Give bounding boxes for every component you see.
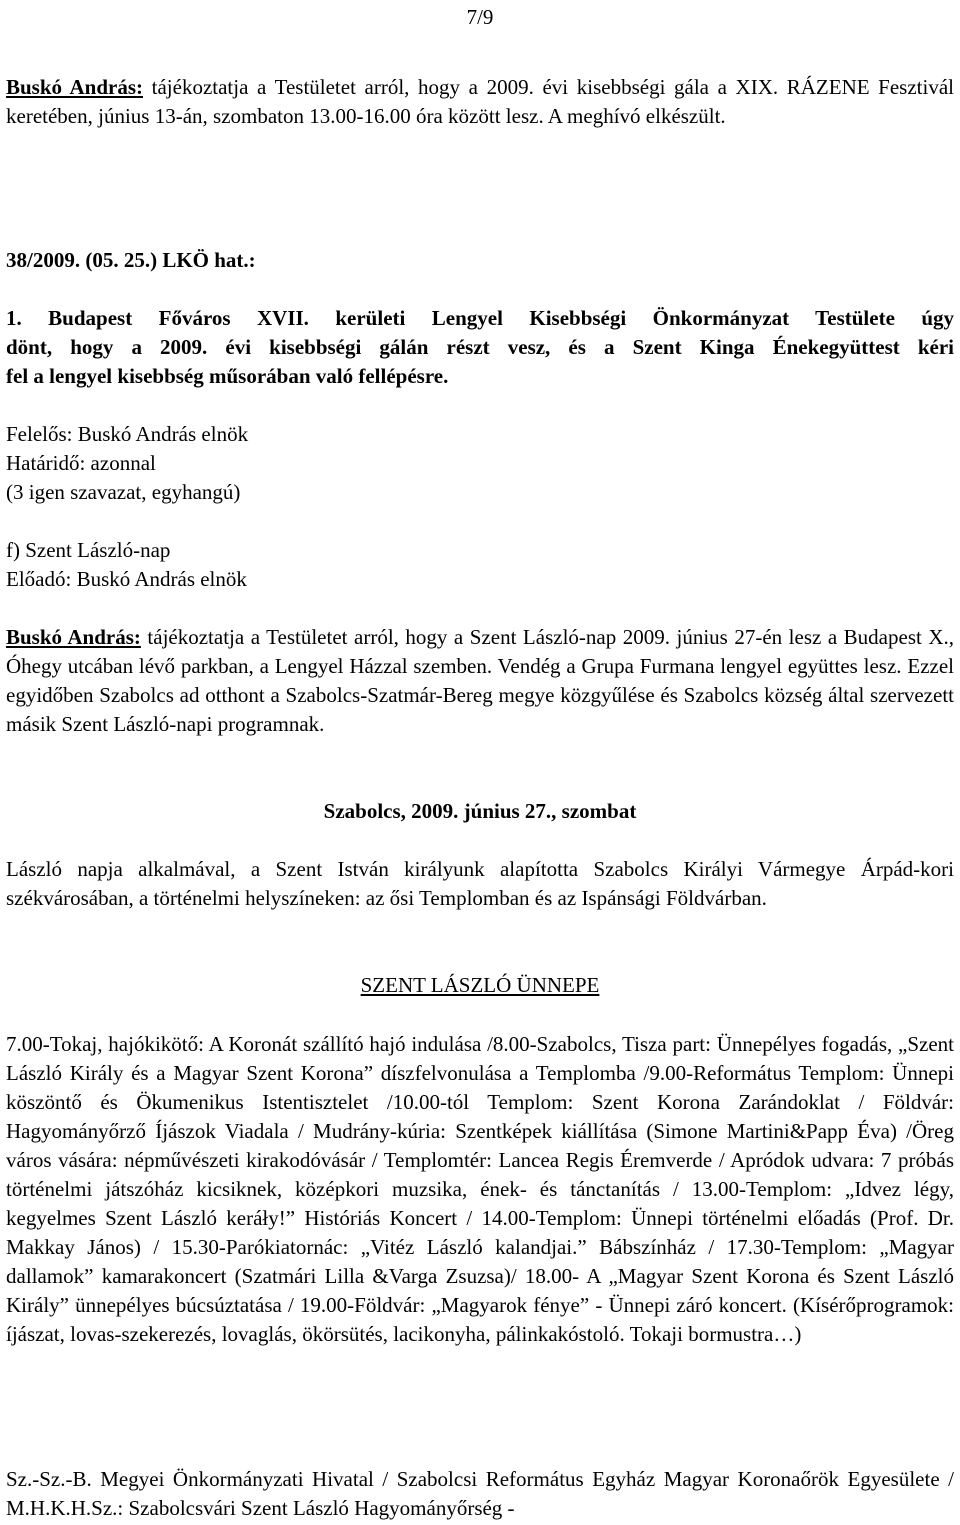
deadline-line: Határidő: azonnal — [6, 451, 156, 475]
page-number: 7/9 — [466, 5, 494, 29]
speaker-name: Buskó András: — [6, 75, 144, 99]
info-text: tájékoztatja a Testületet arról, hogy a Szent László-nap 2009. június 27-én lesz a Budapest X., Óhegy utcában lévő parkban, a Lengyel Házzal szemben. Vendég a Grupa Furmana lengyel együttes lesz. Ezzel egyidőben Szabolcs ad otthont a Szabolcs-Szatmár-Bereg megye közgyűlése és Szabolcs község által szervezett másik Szent László-napi programnak. — [6, 625, 955, 736]
resolution-meta — [6, 420, 954, 507]
event-title: SZENT LÁSZLÓ ÜNNEPE — [360, 973, 600, 997]
gala-text: tájékoztatja a Testületet arról, hogy a 2009. évi kisebbségi gála a XIX. RÁZENE Fesztivál keretében, június 13-án, szombaton 13.00-16.00 óra között lesz. A meghívó elkészült. — [6, 75, 954, 128]
event-program: 7.00-Tokaj, hajókikötő: A Koronát szállító hajó indulása /8.00-Szabolcs, Tisza part: Ünnepélyes fogadás, „Szent László Király és a Magyar Szent Korona” díszfelvonulása a Templomba /9.00-Református Templom: Ünnepi köszöntő és Ökumenikus Istentisztelet /10.00-tól Templom: Szent Korona Zarándoklat / Földvár: Hagyományőrző Íjászok Viadala / Mudrány-kúria: Szentképek kiállítása (Simone Martini&Papp Éva) /Öreg város vására: népművészeti kirakodóvásár / Templomtér: Lancea Regis Éremverde / Apródok udvara: 7 próbás történelmi játszóház kicsiknek, középkori muzsika, ének- és tánctanítás / 13.00-Templom: „Idvez légy, kegyelmes Szent László keráły!” Históriás Koncert / 14.00-Templom: Ünnepi történelmi előadás (Prof. Dr. Makkay János) / 15.30-Parókiatornác: „Vitéz László kalandjai.” Bábszínház / 17.30-Templom: „Magyar dallamok” kamarakoncert (Szatmári Lilla &Varga Zsuzsa)/ 18.00- A „Magyar Szent Korona és Szent László Király” ünnepélyes búcsúztatása / 19.00-Földvár: „Magyarok fénye” - Ünnepi záró koncert. (Kísérőprogramok: íjászat, lovas-szekerezés, lovaglás, ökörsütés, lacikonyha, pálinkakóstoló. Tokaji bormustra…) — [6, 1032, 954, 1346]
resolution-line: dönt, hogy a 2009. évi kisebbségi gálán részt vesz, és a Szent Kinga Énekegyüttest kéri — [6, 335, 954, 359]
resolution-line: fel a lengyel kisebbség műsorában való fellépésre. — [6, 364, 449, 388]
speaker-name: Buskó András: — [6, 625, 141, 649]
vote-line: (3 igen szavazat, egyhangú) — [6, 480, 241, 504]
responsible-line: Felelős: Buskó András elnök — [6, 422, 249, 446]
agenda-presenter: Előadó: Buskó András elnök — [6, 567, 247, 591]
resolution-line: 1. Budapest Főváros XVII. kerületi Lengyel Kisebbségi Önkormányzat Testülete úgy — [6, 306, 954, 330]
event-heading: Szabolcs, 2009. június 27., szombat — [323, 799, 637, 823]
resolution-number: 38/2009. (05. 25.) LKÖ hat.: — [6, 248, 256, 272]
agenda-title: f) Szent László-nap — [6, 538, 171, 562]
agenda-item — [6, 536, 954, 594]
gala-paragraph — [6, 73, 954, 131]
info-paragraph — [6, 623, 954, 739]
resolution-text — [6, 304, 954, 391]
event-intro: László napja alkalmával, a Szent István királyunk alapította Szabolcs Királyi Vármegye Árpád-kori székvárosában, a történelmi helyszíneken: az ősi Templomban és az Ispánsági Földvárban. — [6, 857, 954, 910]
event-organizers: Sz.-Sz.-B. Megyei Önkormányzati Hivatal / Szabolcsi Református Egyház Magyar Koronaőrök Egyesülete / M.H.K.H.Sz.: Szabolcsvári Szent László Hagyományőrség - — [6, 1467, 954, 1520]
